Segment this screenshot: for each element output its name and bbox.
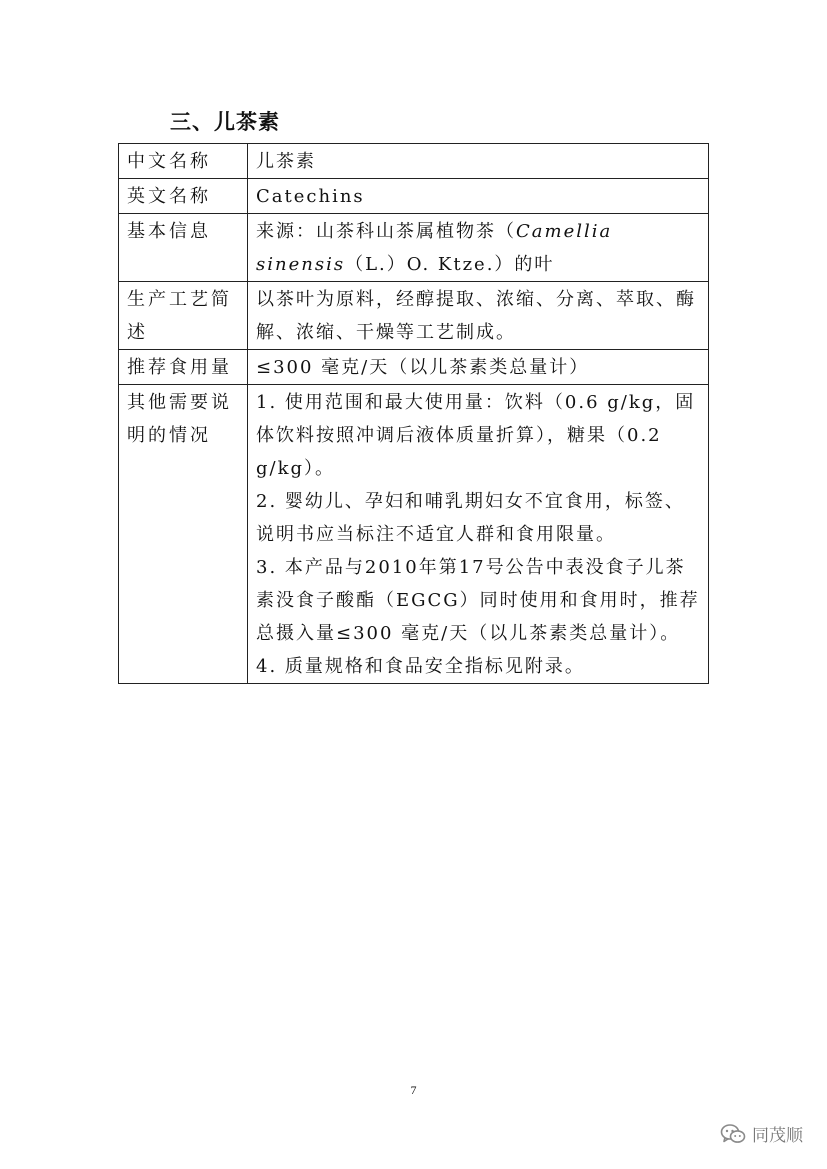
table-row (119, 385, 709, 684)
row-label: 其他需要说明的情况 (119, 385, 248, 684)
row-value: 以茶叶为原料，经醇提取、浓缩、分离、萃取、酶解、浓缩、干燥等工艺制成。 (248, 282, 709, 350)
watermark (720, 1121, 803, 1146)
table-row (119, 282, 709, 350)
table-row (119, 179, 709, 214)
source-prefix: 来源：山茶科山茶属植物茶（ (256, 221, 516, 242)
row-value: ≤300 毫克/天（以儿茶素类总量计） (248, 350, 709, 385)
row-value (248, 214, 709, 282)
info-table (118, 143, 709, 684)
source-suffix: （L.）O. Ktze.）的叶 (345, 254, 555, 275)
row-value: Catechins (248, 179, 709, 214)
row-value: 儿茶素 (248, 144, 709, 179)
table-row (119, 350, 709, 385)
wechat-icon (720, 1123, 746, 1145)
section-title: 三、儿茶素 (170, 110, 280, 134)
note-item: 4. 质量规格和食品安全指标见附录。 (256, 656, 585, 677)
table-row (119, 214, 709, 282)
row-label: 英文名称 (119, 179, 248, 214)
row-label: 推荐食用量 (119, 350, 248, 385)
note-item: 1. 使用范围和最大使用量：饮料（0.6 g/kg，固体饮料按照冲调后液体质量折算），糖果（0.2 g/kg）。 (256, 392, 696, 479)
note-item: 2. 婴幼儿、孕妇和哺乳期妇女不宜食用，标签、说明书应当标注不适宜人群和食用限量。 (256, 491, 685, 545)
table-row (119, 144, 709, 179)
row-label: 基本信息 (119, 214, 248, 282)
watermark-text: 同茂顺 (752, 1126, 803, 1146)
page-number: 7 (410, 1083, 417, 1097)
row-label: 生产工艺简述 (119, 282, 248, 350)
row-label: 中文名称 (119, 144, 248, 179)
row-value (248, 385, 709, 684)
note-item: 3. 本产品与2010年第17号公告中表没食子儿茶素没食子酸酯（EGCG）同时使用和食用时，推荐总摄入量≤300 毫克/天（以儿茶素类总量计）。 (256, 557, 700, 644)
latin-name: Camellia sinensis (256, 221, 613, 275)
